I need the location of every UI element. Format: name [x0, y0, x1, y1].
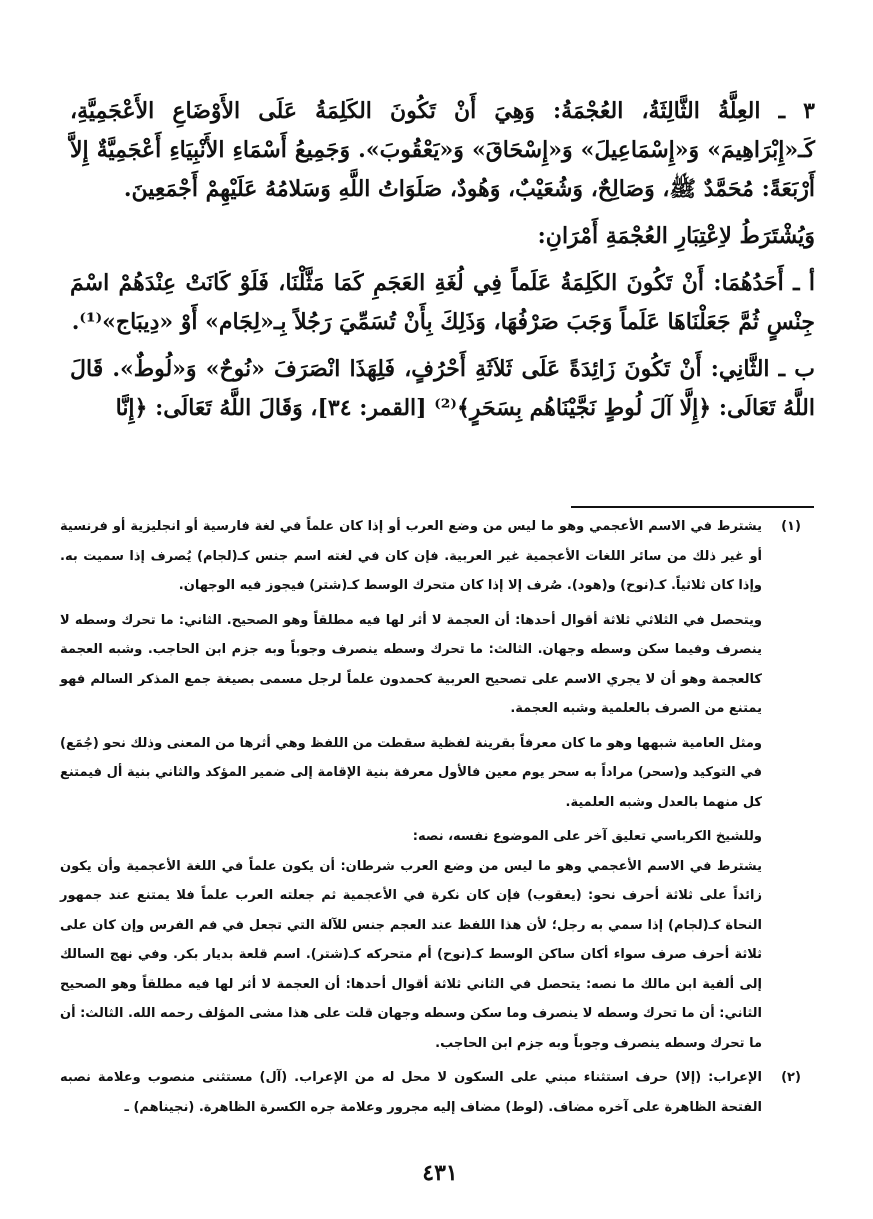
footnote-paragraph: يشترط في الاسم الأعجمي وهو ما ليس من وضع العرب أو إذا كان علماً في لغة فارسية أو انجليزية أو فرنسية أو غير ذلك من سائر اللغات الأعجمية غير العربية. فإن كان في لغته اسم جنس كـ(لجام) يُصرف إذا سميت به. وإذا كان ثلاثياً. كـ(نوح) و(هود). صُرف إلا إذا كان متحرك الوسط كـ(شتر) فيجوز فيه الوجهان. — [60, 519, 762, 593]
page-number: ٤٣١ — [422, 1160, 458, 1186]
paragraph-condition-one: أ ـ أَحَدُهُمَا: أَنْ تَكُونَ الكَلِمَةُ عَلَماً فِي لُغَةِ العَجَمِ كَمَا مَثَّلْنَا، فَلَوْ كَانَتْ عِنْدَهُمْ اسْمَ جِنْسٍ ثُمَّ جَعَلْنَاهَا عَلَماً وَجَبَ صَرْفُهَا، وَذَلِكَ بِأَنْ تُسَمِّيَ رَجُلاً بِـ«لِجَام» أَوْ «دِيبَاج»⁽¹⁾. — [70, 270, 815, 335]
footnote-1 — [60, 512, 820, 1063]
footnotes — [60, 512, 820, 1127]
paragraph-condition-two: ب ـ الثَّانِي: أَنْ تَكُونَ زَائِدَةً عَلَى ثَلاَثَةِ أَحْرُفٍ، فَلِهَذَا انْصَرَفَ «نُوحٌ» وَ«لُوطٌ». قَالَ اللَّهُ تَعَالَى: ﴿إِلَّا آلَ لُوطٍ نَجَّيْنَاهُم بِسَحَرٍ﴾⁽²⁾ [القمر: ٣٤]، وَقَالَ اللَّهُ تَعَالَى: ﴿إِنَّا — [70, 356, 815, 421]
paragraph-conditions-intro: وَيُشْتَرَطُ لاِعْتِبَارِ العُجْمَةِ أَمْرَانِ: — [537, 223, 815, 249]
footnote-separator — [571, 506, 814, 508]
main-text — [70, 92, 815, 436]
footnote-2 — [60, 1063, 820, 1127]
footnote-paragraph: الإعراب: (إلا) حرف استثناء مبني على السكون لا محل له من الإعراب. (آل) مستثنى منصوب وعلامة نصبه الفتحة الظاهرة على آخره مضاف. (لوط) مضاف إليه مجرور وعلامة جره الكسرة الظاهرة. (نجيناهم) ـ — [60, 1070, 762, 1115]
footnote-paragraph: وللشيخ الكرباسي تعليق آخر على الموضوع نفسه، نصه: — [412, 829, 762, 844]
footnote-number: (١) — [781, 519, 801, 534]
footnote-body — [60, 1063, 762, 1127]
footnote-body — [60, 512, 762, 1063]
footnote-number: (٢) — [781, 1070, 801, 1085]
paragraph-third-cause: ٣ ـ العِلَّةُ الثَّالِثَةُ، العُجْمَةُ: وَهِيَ أَنْ تَكُونَ الكَلِمَةُ عَلَى الأَوْضَاعِ الأَعْجَمِيَّةِ، كَـ«إِبْرَاهِيمَ» وَ«إِسْمَاعِيلَ» وَ«إِسْحَاقَ» وَ«يَعْقُوبَ». وَجَمِيعُ أَسْمَاءِ الأَنْبِيَاءِ أَعْجَمِيَّةٌ إِلاَّ أَرْبَعَةً: مُحَمَّدٌ ﷺ، وَصَالِحٌ، وَشُعَيْبٌ، وَهُودٌ، صَلَوَاتُ اللَّهِ وَسَلامُهُ عَلَيْهِمْ أَجْمَعِينَ. — [70, 98, 815, 202]
footnote-paragraph: ويتحصل في الثلاثي ثلاثة أقوال أحدها: أن العجمة لا أثر لها فيه مطلقاً وهو الصحيح. الثاني: ما تحرك وسطه لا ينصرف وفيما سكن وسطه وجهان. الثالث: ما تحرك وسطه ينصرف وجوباً وبه جزم ابن الحاجب. وشبه العجمة كالعجمة وهو أن لا يجري الاسم على تصحيح العربية كحمدون علماً لرجل مسمى بصيغة جمع المذكر السالم فهو يمتنع من الصرف بالعلمية وشبه العجمة. — [60, 612, 762, 716]
footnote-paragraph: يشترط في الاسم الأعجمي وهو ما ليس من وضع العرب شرطان: أن يكون علماً في اللغة الأعجمية وأن يكون زائداً على ثلاثة أحرف نحو: (يعقوب) فإن كان نكرة في الأعجمية ثم جعلته العرب علماً فلا يمتنع عند جمهور النحاة كـ(لجام) إذا سمي به رجل؛ لأن هذا اللفظ عند العجم جنس للآلة التي تجعل في فم الفرس وإن كان على ثلاثة أحرف صرف سواء أكان ساكن الوسط كـ(نوح) أم متحركه كـ(شتر). اسم قلعة بديار بكر. وفي نهج السالك إلى ألفية ابن مالك ما نصه: يتحصل في الثاني ثلاثة أقوال أحدها: أن العجمة لا أثر لها فيه مطلقاً وهو الصحيح الثاني: أن ما تحرك وسطه لا ينصرف وما سكن وسطه وجهان قلت على هذا مشى المؤلف رحمه الله. الثالث: أن ما تحرك وسطه ينصرف وجوباً وبه جزم ابن الحاجب. — [60, 858, 762, 1051]
footnote-paragraph: ومثل العامية شبهها وهو ما كان معرفاً بقرينة لفظية سقطت من اللفظ وهي أثرها من المعنى وذلك نحو (جُمَع) في التوكيد و(سحر) مراداً به سحر يوم معين فالأول معرفة بنية الإقامة إلى ضمير المؤكد والثاني بنية أل فيمتنع كل منهما بالعدل وشبه العلمية. — [60, 735, 762, 810]
